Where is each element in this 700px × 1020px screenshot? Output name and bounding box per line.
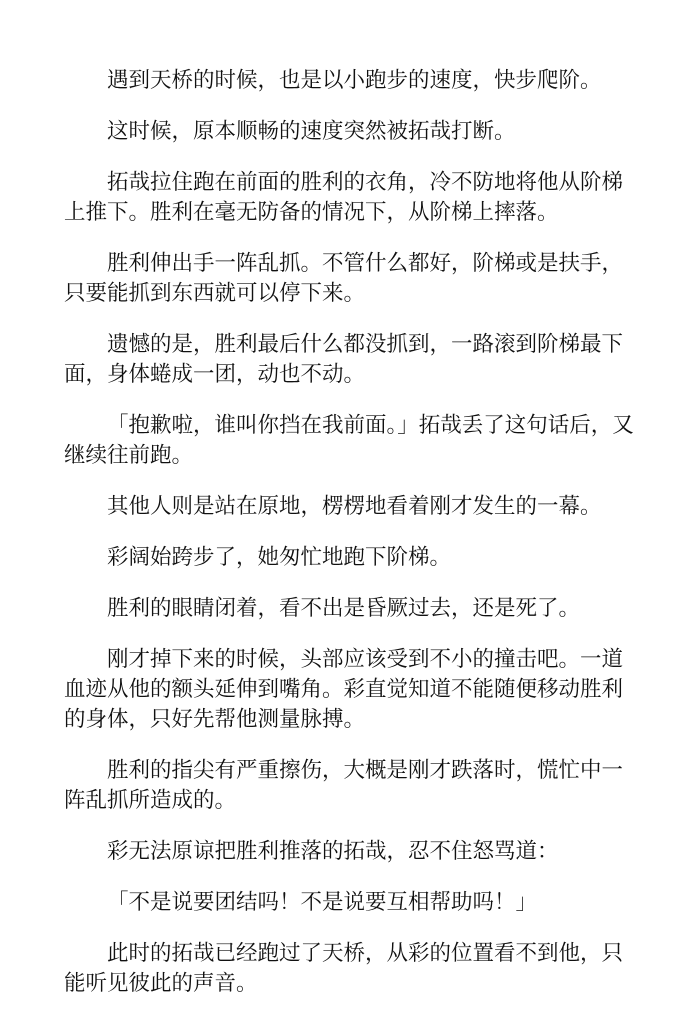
paragraph-2: 这时候，原本顺畅的速度突然被拓哉打断。 xyxy=(107,119,516,144)
paragraph-1: 遇到天桥的时候，也是以小跑步的速度，快步爬阶。 xyxy=(107,68,602,93)
paragraph-7: 其他人则是站在原地，楞楞地看着刚才发生的一幕。 xyxy=(107,494,602,519)
paragraph-4: 胜利伸出手一阵乱抓。不管什么都好，阶梯或是扶手，只要能抓到东西就可以停下来。 xyxy=(64,251,624,306)
paragraph-12: 彩无法原谅把胜利推落的拓哉，忍不住怒骂道： xyxy=(107,839,559,864)
paragraph-5: 遗憾的是，胜利最后什么都没抓到，一路滚到阶梯最下面，身体蜷成一团，动也不动。 xyxy=(64,332,624,387)
paragraph-8: 彩阔始跨步了，她匆忙地跑下阶梯。 xyxy=(107,545,452,570)
paragraph-3: 拓哉拉住跑在前面的胜利的衣角，冷不防地将他从阶梯上推下。胜利在毫无防备的情况下，从阶梯上摔落。 xyxy=(64,170,624,225)
paragraph-10: 刚才掉下来的时候，头部应该受到不小的撞击吧。一道血迹从他的额头延伸到嘴角。彩直觉知道不能随便移动胜利的身体，只好先帮他测量脉搏。 xyxy=(64,647,624,732)
paragraph-9: 胜利的眼睛闭着，看不出是昏厥过去，还是死了。 xyxy=(107,596,581,621)
paragraph-6: 「抱歉啦，谁叫你挡在我前面。」拓哉丢了这句话后，又继续往前跑。 xyxy=(64,413,634,468)
paragraph-11: 胜利的指尖有严重擦伤，大概是刚才跌落时，慌忙中一阵乱抓所造成的。 xyxy=(64,758,624,813)
paragraph-14: 此时的拓哉已经跑过了天桥，从彩的位置看不到他，只能听见彼此的声音。 xyxy=(64,941,624,996)
paragraph-13: 「不是说要团结吗！不是说要互相帮助吗！」 xyxy=(107,890,538,915)
document-body xyxy=(64,66,640,1020)
